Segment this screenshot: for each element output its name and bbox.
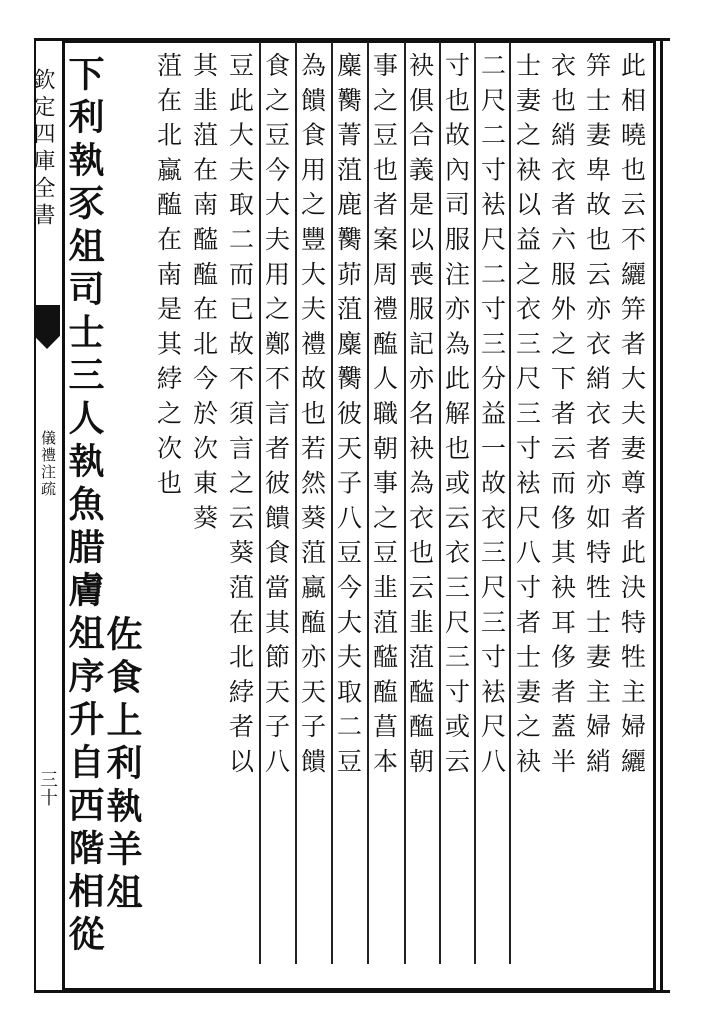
commentary-column: 菹在北蠃醢在南是其綍之次也 [153,52,183,505]
column-rule [367,42,369,964]
section-title: 儀禮注疏 [39,430,57,498]
commentary-column: 豆此大夫取二而已故不須言之云葵菹在北綍者以 [225,52,255,783]
main-text-column: 佐食上利執羊俎 [101,615,143,916]
column-rule [331,42,333,964]
column-rule [474,42,476,964]
commentary-column: 食之豆今大夫用之鄭不言者彼饋食當其節天子八 [261,52,291,783]
column-rule [439,42,441,964]
commentary-column: 麋臡菁菹鹿臡茆菹麋臡彼天子八豆今大夫取二豆 [333,52,363,783]
book-title: 欽定四庫全書 [30,68,55,230]
column-rule [509,42,511,964]
commentary-column: 事之豆也者案周禮醢人職朝事之豆韭菹醓醢菖本 [369,52,399,783]
commentary-column: 其韭菹在南醓醢在北今於次東葵 [189,52,219,540]
commentary-column: 袂俱合義是以喪服記亦名袂為衣也云韭菹醓醢朝 [405,52,435,783]
page-number: 三十 [37,770,58,806]
commentary-column: 寸也故內司服注亦為此解也或云衣三尺三寸或云 [441,52,471,783]
column-rule [259,42,261,964]
commentary-column: 衣也綃衣者六服外之下者云而侈其袂耳侈者蓋半 [547,52,577,783]
commentary-column: 笄士妻卑故也云亦衣綃衣者亦如特牲士妻主婦綃 [582,52,612,783]
commentary-column: 二尺二寸袪尺二寸三分益一故衣三尺三寸袪尺八 [477,52,507,783]
outer-border-right [660,38,663,993]
commentary-column: 為饋食用之豐大夫禮故也若然葵菹蠃醢亦天子饋 [297,52,327,783]
commentary-column: 此相曉也云不纚笄者大夫妻尊者此決特牲主婦纚 [617,52,647,783]
commentary-column: 士妻之袂以益之衣三尺三寸袪尺八寸者士妻之袂 [512,52,542,783]
column-rule [295,42,297,964]
main-text-column: 下利執豕俎司士三人執魚腊膚俎序升自西階相從 [63,55,105,958]
